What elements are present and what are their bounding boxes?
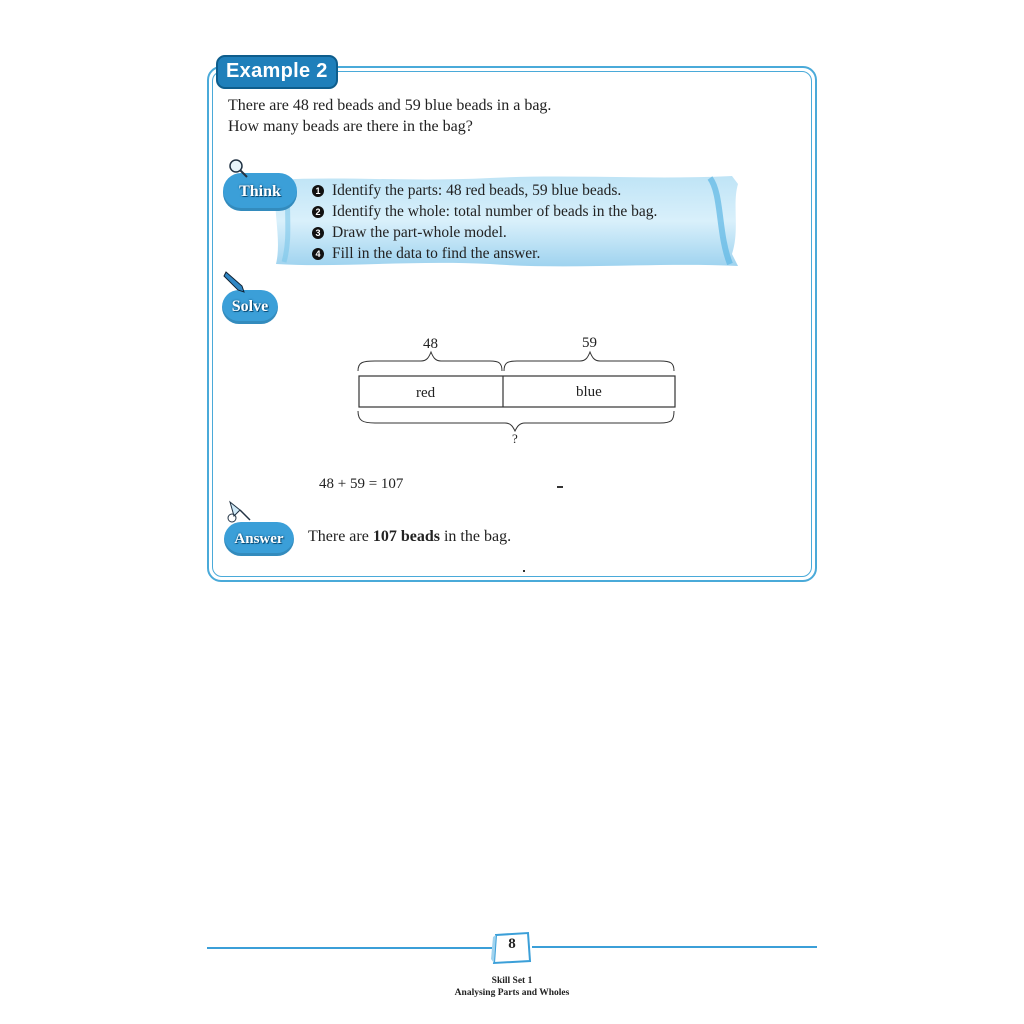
think-step [312,201,657,222]
part2-value: 59 [582,335,597,351]
step-text: Identify the parts: 48 red beads, 59 blue beads. [332,182,622,199]
stray-mark [557,486,563,488]
think-step [312,243,657,264]
step-number: 4 [312,248,324,260]
part1-value: 48 [423,336,438,352]
pushpin-icon [224,498,254,526]
answer-text [308,528,511,546]
question-line-2: How many beads are there in the bag? [228,118,473,135]
skill-set: Skill Set 1 [491,976,533,986]
magnifier-icon [226,157,250,179]
step-text: Fill in the data to find the answer. [332,245,541,262]
answer-text-before: There are [308,528,373,545]
think-step [312,180,657,201]
pencil-icon [222,268,248,294]
example-frame-inner [212,71,812,577]
answer-label: Answer [224,522,294,556]
answer-highlight: 107 beads [372,528,440,545]
step-text: Identify the whole: total number of beads in the bag. [332,203,658,220]
equation: 48 + 59 = 107 [319,476,404,492]
footer-caption [412,975,612,999]
answer-text-after: in the bag. [439,528,512,545]
footer-rule-right [532,946,817,948]
solve-label: Solve [222,290,278,324]
step-text: Draw the part-whole model. [332,224,507,241]
step-number: 3 [312,227,324,239]
step-number: 2 [312,206,324,218]
step-number: 1 [312,185,324,197]
part-whole-model [355,335,680,450]
think-steps [312,180,657,264]
part2-label: blue [576,384,602,400]
think-label: Think [223,173,297,211]
skill-title: Analysing Parts and Wholes [454,988,570,998]
think-step [312,222,657,243]
page-number: 8 [508,936,516,952]
question-line-1: There are 48 red beads and 59 blue beads in a bag. [228,97,552,114]
whole-label: ? [512,431,518,446]
stray-dot [523,570,525,572]
part1-label: red [416,385,436,401]
example-title: Example 2 [216,55,338,89]
footer-rule-left [207,947,492,949]
question [228,95,551,137]
